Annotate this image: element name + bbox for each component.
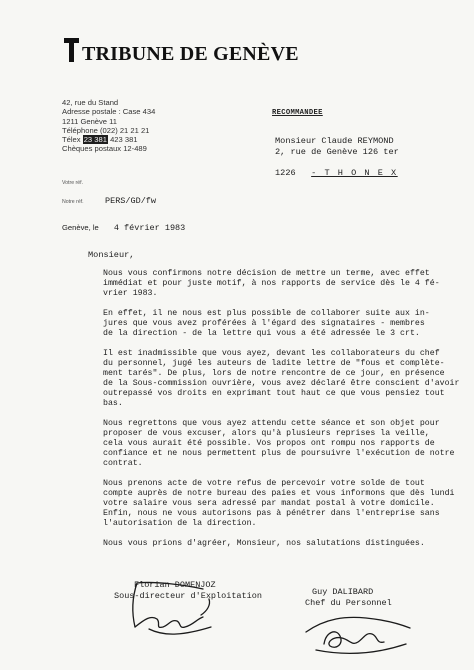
- dateline: [62, 223, 185, 233]
- body-line: Nous vous prions d'agréer, Monsieur, nos salutations distinguées.: [103, 539, 425, 548]
- body-line: l'autorisation de la direction.: [103, 519, 257, 528]
- salutation: Monsieur,: [88, 250, 135, 260]
- your-reference-label: Votre réf.: [62, 180, 84, 186]
- telex-number: 423 381: [110, 135, 138, 145]
- recipient-street: 2, rue de Genève 126 ter: [275, 146, 399, 157]
- paragraph-5: [103, 479, 455, 529]
- right-signatory-name: Guy DALIBARD: [312, 587, 374, 597]
- registered-mail-label: RECOMMANDEE: [272, 109, 323, 117]
- body-line: votre salaire vous sera adressé par mandat postal à votre domicile.: [103, 499, 435, 508]
- sender-street: 42, rue du Stand: [62, 98, 119, 107]
- telex-highlighted-number: 23 381: [83, 135, 107, 145]
- masthead-title: TRIBUNE DE GENÈVE: [82, 43, 299, 65]
- body-line: compte auprès de notre bureau des paies et vous informons que dès lundi: [103, 489, 455, 498]
- body-line: jures que vous avez proférées à l'égard des signataires - membres: [103, 319, 425, 328]
- right-signatory-title: Chef du Personnel: [305, 598, 392, 608]
- body-line: Il est inadmissible que vous ayez, devant les collaborateurs du chef: [103, 349, 440, 358]
- body-line: de la Sous-commission ouvrière, vous avez déclaré être conscient d'avoir: [103, 379, 460, 388]
- body-line: vrier 1983.: [103, 289, 158, 298]
- body-line: de la direction - de la lettre qui vous a été adressée le 3 crt.: [103, 329, 420, 338]
- recipient-name: Monsieur Claude REYMOND: [275, 136, 394, 146]
- recipient-city: [275, 168, 398, 178]
- masthead-logo-mark: [64, 38, 79, 62]
- paragraph-1: [103, 269, 440, 299]
- body-line: En effet, il ne nous est plus possible de collaborer suite aux in-: [103, 309, 430, 318]
- body-line: contrat.: [103, 459, 143, 468]
- sender-telex: [62, 135, 155, 144]
- letter-body: [103, 269, 460, 559]
- paragraph-closing: [103, 539, 423, 549]
- recipient-city-name: - T H O N E X: [311, 168, 398, 178]
- body-line: bas.: [103, 399, 123, 408]
- our-reference-label: Notre réf.: [62, 199, 84, 205]
- body-line: immédiat et pour juste motif, à nos rapports de service dès le 4 fé-: [103, 279, 440, 288]
- left-signatory-name: Florian DOMENJOZ: [134, 580, 216, 590]
- paragraph-4: [103, 419, 455, 469]
- sender-cheques: Chèques postaux 12-489: [62, 144, 147, 154]
- body-line: Nous regrettons que vous ayez attendu cette séance et son objet pour: [103, 419, 440, 428]
- sender-phone: Téléphone (022) 21 21 21: [62, 125, 150, 135]
- our-reference-value: PERS/GD/fw: [105, 196, 157, 206]
- body-line: Nous prenons acte de votre refus de percevoir votre solde de tout: [103, 479, 425, 488]
- recipient-block: [275, 136, 399, 157]
- sender-postcode-city: 1211 Genève 11: [62, 116, 118, 126]
- sender-postal-box: Adresse postale : Case 434: [62, 107, 156, 117]
- sender-address-block: [62, 98, 155, 154]
- body-line: confiance et ne nous permettent plus de poursuivre l'exécution de notre: [103, 449, 455, 458]
- paragraph-2: [103, 309, 430, 339]
- right-handwritten-signature: [296, 598, 416, 658]
- body-line: cela vous aurait été possible. Vos propos ont rompu nos rapports de: [103, 439, 435, 448]
- left-handwritten-signature: [115, 575, 225, 645]
- body-line: proposer de vous excuser, alors qu'à plusieurs reprises la veille,: [103, 429, 430, 438]
- dateline-date: 4 février 1983: [113, 223, 186, 233]
- left-signatory-title: Sous-directeur d'Exploitation: [114, 591, 262, 601]
- body-line: du personnel, jugé les auteurs de ladite lettre de "fous et complète-: [103, 359, 445, 368]
- recipient-postcode: 1226: [275, 168, 296, 178]
- body-line: ment tarés". De plus, lors de notre rencontre de ce jour, en présence: [103, 369, 445, 378]
- dateline-place: Genève, le: [62, 223, 99, 232]
- body-line: Nous vous confirmons notre décision de mettre un terme, avec effet: [103, 269, 430, 278]
- body-line: Enfin, nous ne vous autorisons pas à pénétrer dans l'entreprise sans: [103, 509, 440, 518]
- telex-label: Télex: [62, 135, 81, 145]
- body-line: outrepassé vos droits en exprimant tout haut ce que vous pensiez tout: [103, 389, 445, 398]
- paragraph-3: [103, 349, 460, 409]
